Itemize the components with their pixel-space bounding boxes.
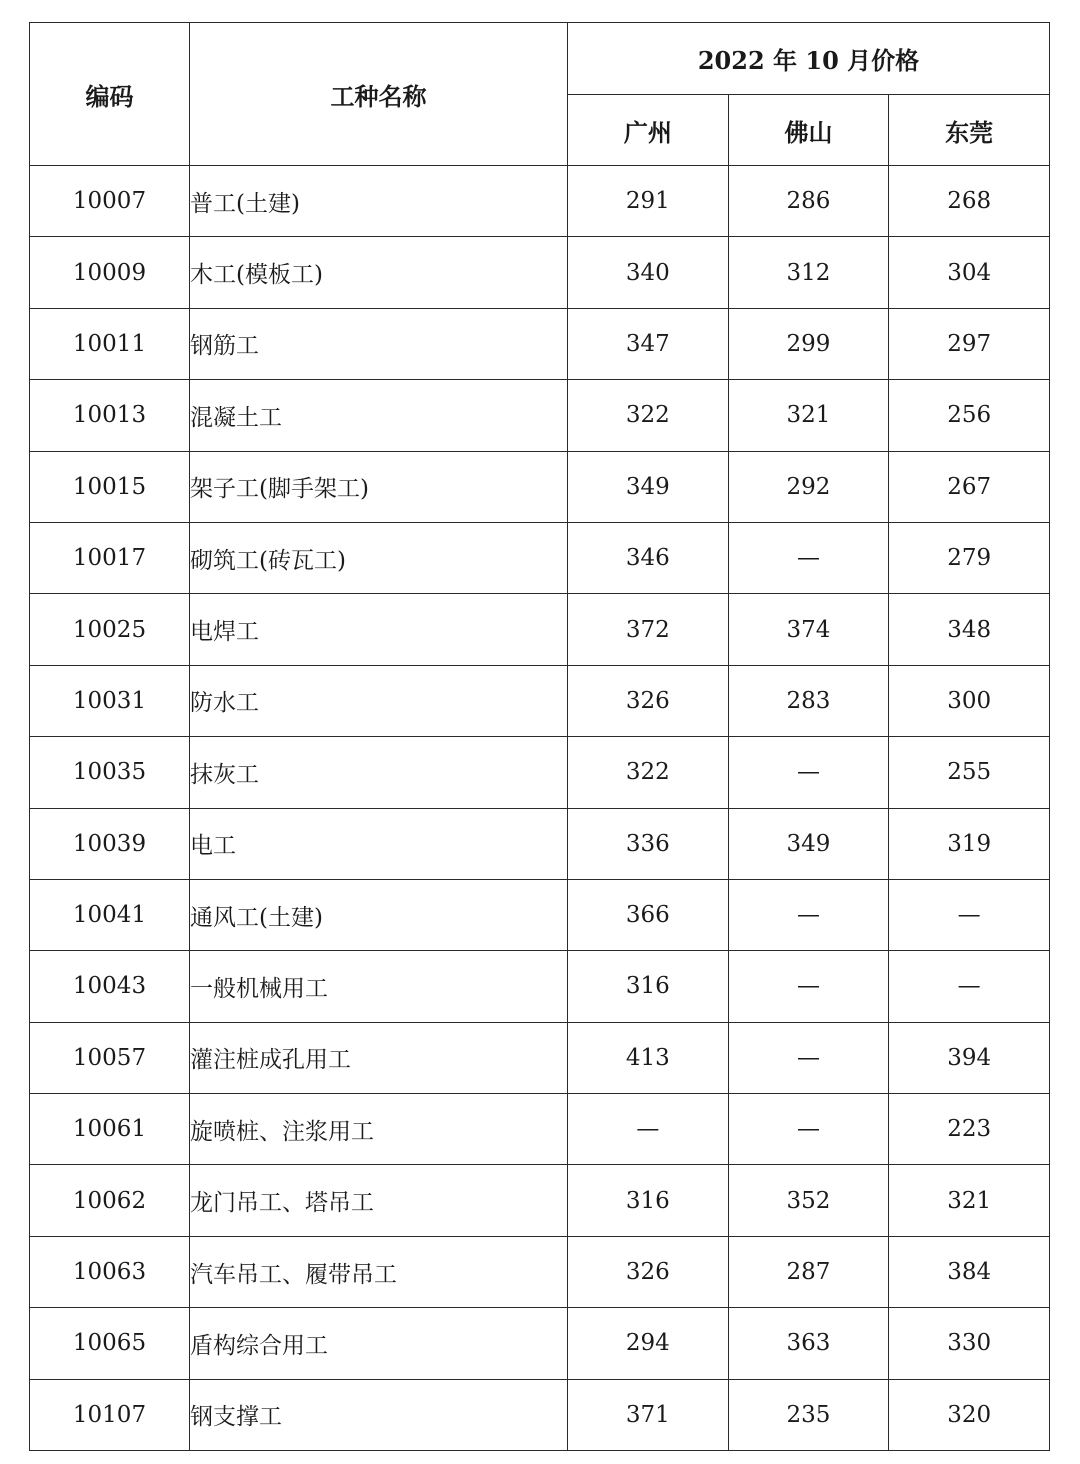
cell-foshan: 363 bbox=[728, 1308, 889, 1379]
cell-guangzhou: 336 bbox=[568, 808, 729, 879]
cell-code: 10061 bbox=[30, 1094, 190, 1165]
header-city-foshan: 佛山 bbox=[728, 95, 889, 166]
cell-code: 10031 bbox=[30, 665, 190, 736]
cell-foshan: 299 bbox=[728, 308, 889, 379]
cell-foshan: 321 bbox=[728, 380, 889, 451]
cell-dongguan: 256 bbox=[889, 380, 1050, 451]
table-row bbox=[30, 1379, 1050, 1450]
cell-dongguan: 330 bbox=[889, 1308, 1050, 1379]
header-city-dongguan: 东莞 bbox=[889, 95, 1050, 166]
cell-foshan: 374 bbox=[728, 594, 889, 665]
table-row bbox=[30, 522, 1050, 593]
table-row bbox=[30, 1022, 1050, 1093]
cell-name: 盾构综合用工 bbox=[190, 1308, 568, 1379]
header-code: 编码 bbox=[30, 23, 190, 166]
cell-code: 10062 bbox=[30, 1165, 190, 1236]
cell-foshan: 352 bbox=[728, 1165, 889, 1236]
cell-code: 10013 bbox=[30, 380, 190, 451]
cell-guangzhou: 326 bbox=[568, 1236, 729, 1307]
table-row bbox=[30, 1236, 1050, 1307]
cell-guangzhou: — bbox=[568, 1094, 729, 1165]
table-row bbox=[30, 951, 1050, 1022]
cell-guangzhou: 316 bbox=[568, 951, 729, 1022]
labor-price-table bbox=[29, 22, 1050, 1451]
table-header-row bbox=[30, 23, 1050, 95]
cell-code: 10015 bbox=[30, 451, 190, 522]
cell-foshan: 312 bbox=[728, 237, 889, 308]
cell-dongguan: — bbox=[889, 879, 1050, 950]
cell-dongguan: 321 bbox=[889, 1165, 1050, 1236]
header-period: 2022 年 10 月价格 bbox=[568, 23, 1050, 95]
cell-code: 10107 bbox=[30, 1379, 190, 1450]
cell-dongguan: 319 bbox=[889, 808, 1050, 879]
cell-dongguan: 348 bbox=[889, 594, 1050, 665]
cell-guangzhou: 322 bbox=[568, 380, 729, 451]
cell-name: 一般机械用工 bbox=[190, 951, 568, 1022]
table-row bbox=[30, 451, 1050, 522]
cell-dongguan: 394 bbox=[889, 1022, 1050, 1093]
cell-guangzhou: 340 bbox=[568, 237, 729, 308]
table-row bbox=[30, 380, 1050, 451]
cell-foshan: 287 bbox=[728, 1236, 889, 1307]
cell-code: 10025 bbox=[30, 594, 190, 665]
cell-guangzhou: 326 bbox=[568, 665, 729, 736]
cell-name: 木工(模板工) bbox=[190, 237, 568, 308]
cell-dongguan: 300 bbox=[889, 665, 1050, 736]
cell-code: 10011 bbox=[30, 308, 190, 379]
table-row bbox=[30, 1094, 1050, 1165]
cell-foshan: — bbox=[728, 737, 889, 808]
cell-guangzhou: 294 bbox=[568, 1308, 729, 1379]
cell-name: 电工 bbox=[190, 808, 568, 879]
cell-code: 10065 bbox=[30, 1308, 190, 1379]
cell-guangzhou: 371 bbox=[568, 1379, 729, 1450]
cell-code: 10035 bbox=[30, 737, 190, 808]
cell-dongguan: 320 bbox=[889, 1379, 1050, 1450]
cell-guangzhou: 366 bbox=[568, 879, 729, 950]
cell-foshan: — bbox=[728, 879, 889, 950]
table-body bbox=[30, 166, 1050, 1451]
cell-guangzhou: 347 bbox=[568, 308, 729, 379]
cell-dongguan: 297 bbox=[889, 308, 1050, 379]
cell-name: 混凝土工 bbox=[190, 380, 568, 451]
table-row bbox=[30, 594, 1050, 665]
cell-foshan: — bbox=[728, 1094, 889, 1165]
cell-name: 钢支撑工 bbox=[190, 1379, 568, 1450]
table-row bbox=[30, 737, 1050, 808]
cell-foshan: 283 bbox=[728, 665, 889, 736]
cell-name: 灌注桩成孔用工 bbox=[190, 1022, 568, 1093]
cell-name: 抹灰工 bbox=[190, 737, 568, 808]
cell-name: 电焊工 bbox=[190, 594, 568, 665]
table-row bbox=[30, 237, 1050, 308]
cell-name: 汽车吊工、履带吊工 bbox=[190, 1236, 568, 1307]
header-name: 工种名称 bbox=[190, 23, 568, 166]
table-row bbox=[30, 1165, 1050, 1236]
cell-foshan: 286 bbox=[728, 166, 889, 237]
cell-guangzhou: 349 bbox=[568, 451, 729, 522]
table-row bbox=[30, 808, 1050, 879]
cell-name: 龙门吊工、塔吊工 bbox=[190, 1165, 568, 1236]
table-row bbox=[30, 166, 1050, 237]
cell-code: 10039 bbox=[30, 808, 190, 879]
cell-dongguan: 223 bbox=[889, 1094, 1050, 1165]
cell-code: 10007 bbox=[30, 166, 190, 237]
cell-foshan: 292 bbox=[728, 451, 889, 522]
cell-name: 防水工 bbox=[190, 665, 568, 736]
cell-dongguan: — bbox=[889, 951, 1050, 1022]
cell-guangzhou: 413 bbox=[568, 1022, 729, 1093]
cell-code: 10043 bbox=[30, 951, 190, 1022]
cell-name: 通风工(土建) bbox=[190, 879, 568, 950]
cell-code: 10063 bbox=[30, 1236, 190, 1307]
cell-guangzhou: 346 bbox=[568, 522, 729, 593]
cell-dongguan: 255 bbox=[889, 737, 1050, 808]
cell-dongguan: 279 bbox=[889, 522, 1050, 593]
cell-foshan: 235 bbox=[728, 1379, 889, 1450]
header-city-guangzhou: 广州 bbox=[568, 95, 729, 166]
cell-foshan: — bbox=[728, 951, 889, 1022]
cell-guangzhou: 291 bbox=[568, 166, 729, 237]
table-row bbox=[30, 665, 1050, 736]
cell-guangzhou: 322 bbox=[568, 737, 729, 808]
cell-guangzhou: 316 bbox=[568, 1165, 729, 1236]
cell-guangzhou: 372 bbox=[568, 594, 729, 665]
cell-name: 砌筑工(砖瓦工) bbox=[190, 522, 568, 593]
cell-code: 10041 bbox=[30, 879, 190, 950]
table-row bbox=[30, 308, 1050, 379]
cell-name: 架子工(脚手架工) bbox=[190, 451, 568, 522]
cell-dongguan: 384 bbox=[889, 1236, 1050, 1307]
cell-code: 10017 bbox=[30, 522, 190, 593]
cell-foshan: — bbox=[728, 1022, 889, 1093]
cell-dongguan: 304 bbox=[889, 237, 1050, 308]
table-row bbox=[30, 879, 1050, 950]
cell-code: 10057 bbox=[30, 1022, 190, 1093]
cell-foshan: 349 bbox=[728, 808, 889, 879]
cell-dongguan: 268 bbox=[889, 166, 1050, 237]
cell-foshan: — bbox=[728, 522, 889, 593]
cell-name: 普工(土建) bbox=[190, 166, 568, 237]
cell-dongguan: 267 bbox=[889, 451, 1050, 522]
cell-code: 10009 bbox=[30, 237, 190, 308]
cell-name: 钢筋工 bbox=[190, 308, 568, 379]
cell-name: 旋喷桩、注浆用工 bbox=[190, 1094, 568, 1165]
table-row bbox=[30, 1308, 1050, 1379]
